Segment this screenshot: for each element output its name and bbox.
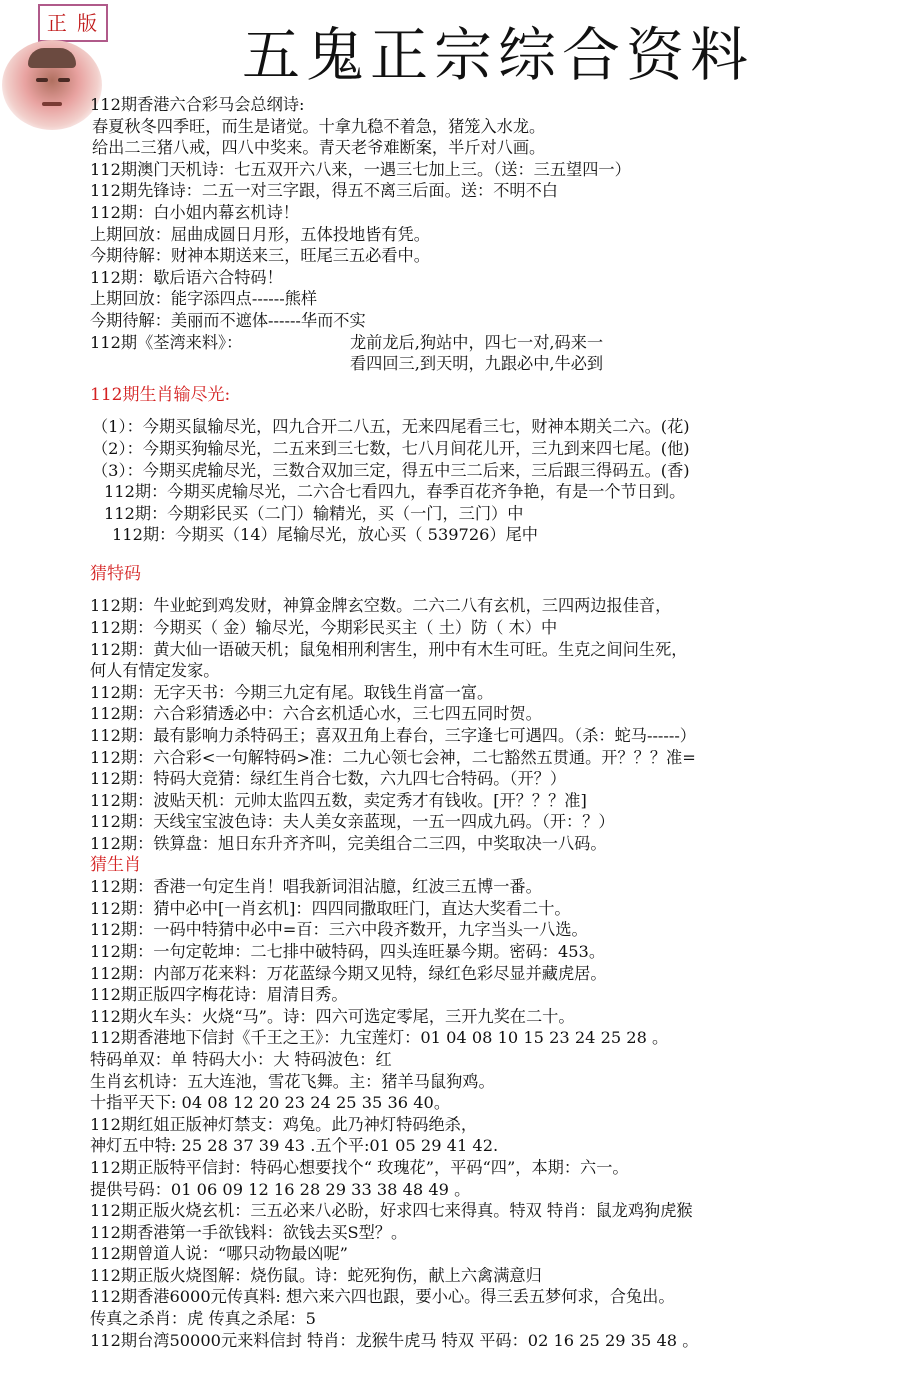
- list-item: 112期：一句定乾坤：二七排中破特码，四头连旺暴今期。密码：453。: [90, 941, 606, 961]
- list-item: （2）：今期买狗输尽光，二五来到三七数，七八月间花儿开，三九到来四七尾。(他): [92, 438, 690, 458]
- list-item: 112期正版特平信封：特码心想要找个“ 玫瑰花”，平码“四”，本期：六一。: [90, 1157, 629, 1177]
- list-item: 112期香港6000元传真料: 想六来六四也跟，要小心。得三丢五梦何求，合兔出。: [90, 1287, 675, 1307]
- list-item: 112期：猜中必中[一肖玄机]：四四同撒取旺门，直达大奖看二十。: [90, 898, 571, 918]
- list-item: 112期：今期买虎输尽光，二六合七看四九，春季百花齐争艳，有是一个节日到。: [104, 482, 686, 502]
- text-line: 112期：歇后语六合特码！: [90, 267, 283, 287]
- list-item: 112期正版四字梅花诗：眉清目秀。: [90, 985, 348, 1005]
- quanwan-line-2: 看四回三,到天明，九跟必中,牛必到: [350, 354, 604, 374]
- list-item: 十指平天下: 04 08 12 20 23 24 25 35 36 40。: [90, 1093, 451, 1113]
- text-line: 112期澳门天机诗：七五双开六八来，一遇三七加上三。（送：三五望四一）: [90, 159, 631, 179]
- list-item: 神灯五中特: 25 28 37 39 43 .五个平:01 05 29 41 42.: [90, 1136, 499, 1156]
- text-line: 上期回放：能字添四点------熊样: [90, 289, 318, 309]
- section-title-guess-zodiac: 猜生肖: [90, 854, 141, 875]
- list-item: 112期：今期买（14）尾输尽光，放心买（ 539726）尾中: [112, 525, 538, 545]
- list-item: 112期火车头：火烧“马”。诗：四六可选定零尾，三开九奖在二十。: [90, 1006, 575, 1026]
- list-item: 112期：今期买（ 金）输尽光，今期彩民买主（ 土）防（ 木）中: [90, 618, 558, 638]
- list-item: 提供号码：01 06 09 12 16 28 29 33 38 48 49 。: [90, 1179, 471, 1199]
- document-body: [0, 94, 900, 1351]
- list-item: 112期曾道人说：“哪只动物最凶呢”: [90, 1244, 348, 1264]
- section-title-guess-number: 猜特码: [90, 563, 141, 584]
- list-item: 112期正版火烧图解：烧伤鼠。诗：蛇死狗伤，献上六禽满意归: [90, 1265, 542, 1285]
- list-item: 112期：铁算盘：旭日东升齐齐叫，完美组合二三四，中奖取决一八码。: [90, 834, 607, 853]
- list-item: 112期：波贴天机：元帅太监四五数，卖定秀才有钱收。[开？？？准]: [90, 790, 587, 810]
- text-line: 今期待解：财神本期送来三，旺尾三五必看中。: [90, 246, 430, 266]
- list-item: 112期：最有影响力杀特码王；喜双丑角上春台，三字逢七可遇四。（杀：蛇马------）: [90, 726, 696, 746]
- text-line: 112期香港六合彩马会总纲诗:: [90, 95, 305, 114]
- list-item: 112期：一码中特猜中必中=百：三六中段齐数开，九字当头一八选。: [90, 920, 588, 940]
- list-item: （1）：今期买鼠输尽光，四九合开二八五，无来四尾看三七，财神本期关二六。(花): [92, 417, 690, 437]
- text-line: 112期：白小姐内幕玄机诗！: [90, 202, 299, 222]
- list-item: 112期香港地下信封《千王之王》：九宝莲灯：01 04 08 10 15 23 24 25 28 。: [90, 1028, 669, 1048]
- list-item: 生肖玄机诗：五大连池，雪花飞舞。主：猪羊马鼠狗鸡。: [90, 1071, 495, 1091]
- text-line: 上期回放：屈曲成圆日月形，五体投地皆有凭。: [90, 224, 430, 244]
- quanwan-line-1: 龙前龙后,狗站中，四七一对,码来一: [350, 332, 604, 352]
- authentic-badge: 正 版: [38, 4, 108, 42]
- list-item: 112期：黄大仙一语破天机；鼠兔相刑利害生，刑中有木生可旺。生克之间问生死，: [90, 639, 688, 659]
- list-item: （3）：今期买虎输尽光，三数合双加三定，得五中三二后来，三后跟三得码五。(香): [92, 460, 690, 480]
- list-item: 112期：牛业蛇到鸡发财，神算金牌玄空数。二六二八有玄机，三四两边报佳音，: [90, 596, 672, 616]
- list-item: 112期正版火烧玄机：三五必来八必盼，好求四七来得真。特双 特肖：鼠龙鸡狗虎猴: [90, 1201, 693, 1221]
- quanwan-label: 112期《荃湾来料》：: [90, 332, 243, 352]
- list-item: 112期：天线宝宝波色诗：夫人美女亲蓝现，一五一四成九码。（开：？）: [90, 812, 615, 832]
- quanwan-block: [0, 332, 900, 375]
- list-item: 何人有情定发家。: [90, 661, 220, 681]
- text-line: 今期待解：美丽而不遮体------华而不实: [90, 310, 366, 330]
- list-item: 112期红姐正版神灯禁支：鸡兔。此乃神灯特码绝杀，: [90, 1114, 478, 1134]
- list-item: 112期香港第一手欲钱料：欲钱去买S型？。: [90, 1222, 408, 1242]
- list-item: 112期台湾50000元来料信封 特肖：龙猴牛虎马 特双 平码：02 16 25 29 35 48 。: [90, 1330, 699, 1350]
- list-item: 传真之杀肖：虎 传真之杀尾：5: [90, 1309, 316, 1329]
- list-item: 112期：无字天书：今期三九定有尾。取钱生肖富一富。: [90, 682, 494, 702]
- text-line: 112期先锋诗：二五一对三字跟，得五不离三后面。送：不明不白: [90, 181, 558, 201]
- list-item: 112期：今期彩民买（二门）输精光，买（一门，三门）中: [104, 503, 524, 523]
- list-item: 112期：内部万花来料：万花蓝绿今期又见特，绿红色彩尽显并藏虎居。: [90, 963, 607, 983]
- section-title-zodiac-lose: 112期生肖输尽光:: [90, 384, 231, 405]
- list-item: 特码单双：单 特码大小：大 特码波色：红: [90, 1049, 392, 1069]
- list-item: 112期：六合彩<一句解特码>准：二九心领七会神，二七豁然五贯通。开？？？准=: [90, 747, 696, 767]
- page-title: 五鬼正宗综合资料: [242, 21, 755, 89]
- list-item: 112期：香港一句定生肖！唱我新词泪沾臆，红波三五博一番。: [90, 877, 542, 897]
- text-line: 给出二三猪八戒，四八中奖来。青天老爷难断案，半斤对八画。: [92, 138, 546, 158]
- list-item: 112期：特码大竞猜：绿红生肖合七数，六九四七合特码。（开？）: [90, 769, 567, 789]
- text-line: 春夏秋冬四季旺，而生是诸觉。十拿九稳不着急，猪笼入水龙。: [92, 116, 546, 136]
- list-item: 112期：六合彩猜透必中：六合玄机适心水，三七四五同时贺。: [90, 704, 542, 724]
